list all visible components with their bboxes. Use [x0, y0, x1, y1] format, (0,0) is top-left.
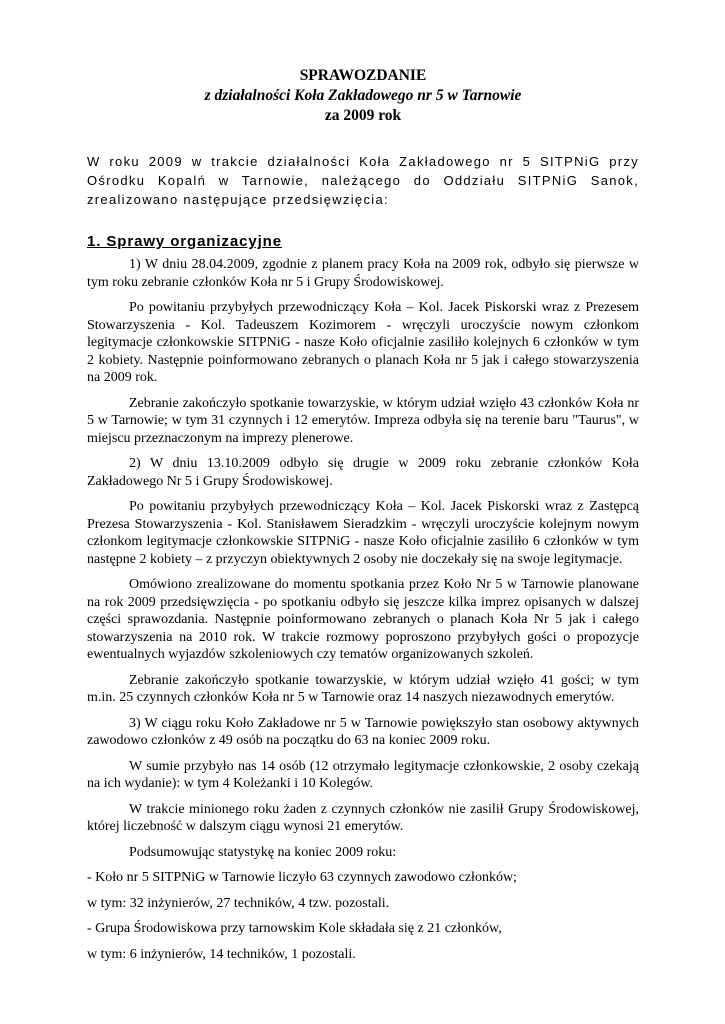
- paragraph: Omówiono zrealizowane do momentu spotkania przez Koło Nr 5 w Tarnowie planowane na rok 2009 przedsięwzięcia - po spotkaniu odbyło się jeszcze kilka imprez opisanych w dalszej części sprawozdania. Następnie poinformowano zebranych o planach Koła Nr 5 jak i całego stowarzyszenia na 2010 rok. W trakcie rozmowy poproszono przybyłych gości o propozycje ewentualnych wyjazdów szkoleniowych czy tematów organizowanych szkoleń.: [87, 577, 639, 662]
- paragraph: Zebranie zakończyło spotkanie towarzyskie, w którym udział wzięło 43 członków Koła nr 5 w Tarnowie; w tym 31 czynnych i 12 emerytów. Impreza odbyła się na terenie baru "Taurus", w miejscu przeznaczonym na imprezy plenerowe.: [87, 395, 639, 446]
- stats-line: w tym: 32 inżynierów, 27 techników, 4 tzw. pozostali.: [87, 895, 390, 911]
- section-body: [87, 256, 639, 963]
- paragraph: Podsumowując statystykę na koniec 2009 roku:: [129, 844, 397, 860]
- document-title: SPRAWOZDANIE: [299, 67, 427, 84]
- document-subtitle: z działalności Koła Zakładowego nr 5 w Tarnowie: [204, 87, 522, 104]
- paragraph: W trakcie minionego roku żaden z czynnych członków nie zasilił Grupy Środowiskowej, której liczebność w dalszym ciągu wynosi 21 emerytów.: [87, 801, 639, 834]
- paragraph: 3) W ciągu roku Koło Zakładowe nr 5 w Tarnowie powiększyło stan osobowy aktywnych zawodowo członków z 49 osób na początku do 63 na koniec 2009 roku.: [87, 715, 639, 748]
- stats-line: w tym: 6 inżynierów, 14 techników, 1 pozostali.: [87, 946, 356, 962]
- document-page: [87, 66, 639, 971]
- paragraph: 2) W dniu 13.10.2009 odbyło się drugie w 2009 roku zebranie członków Koła Zakładowego Nr 5 i Grupy Środowiskowej.: [87, 456, 639, 489]
- intro-paragraph: W roku 2009 w trakcie działalności Koła Zakładowego nr 5 SITPNiG przy Ośrodku Kopalń w Tarnowie, należącego do Oddziału SITPNiG Sanok, zrealizowano następujące przedsięwzięcia:: [87, 154, 639, 207]
- paragraph: Po powitaniu przybyłych przewodniczący Koła – Kol. Jacek Piskorski wraz z Prezesem Stowarzyszenia - Kol. Tadeuszem Kozimorem - wręczyli uroczyście nowym członkom legitymacje członkowskie SITPNiG - nasze Koło oficjalnie zasiliło kolejnych 6 członków w tym 2 kobiety. Następnie poinformowano zebranych o planach Koła nr 5 jak i całego stowarzyszenia na 2009 rok.: [87, 300, 639, 385]
- title-block: [87, 66, 639, 126]
- paragraph: Zebranie zakończyło spotkanie towarzyskie, w którym udział wzięło 41 gości; w tym m.in. 25 czynnych członków Koła nr 5 w Tarnowie oraz 14 naszych niezawodnych emerytów.: [87, 672, 639, 705]
- stats-line: - Koło nr 5 SITPNiG w Tarnowie liczyło 63 czynnych zawodowo członków;: [87, 870, 517, 885]
- paragraph: 1) W dniu 28.04.2009, zgodnie z planem pracy Koła na 2009 rok, odbyło się pierwsze w tym roku zebranie członków Koła nr 5 i Grupy Środowiskowej.: [87, 257, 639, 290]
- paragraph: Po powitaniu przybyłych przewodniczący Koła – Kol. Jacek Piskorski wraz z Zastępcą Prezesa Stowarzyszenia - Kol. Stanisławem Sieradzkim - wręczyli uroczyście kolejnym nowym członkom legitymacje członkowskie SITPNiG - nasze Koło oficjalnie zasiliło 6 członków w tym następne 2 kobiety – z przyczyn obiektywnych 2 osoby nie doczekały się na swoje legitymacje.: [87, 499, 639, 567]
- section-heading: 1. Sprawy organizacyjne: [87, 233, 282, 250]
- stats-line: - Grupa Środowiskowa przy tarnowskim Kole składała się z 21 członków,: [87, 921, 502, 936]
- paragraph: W sumie przybyło nas 14 osób (12 otrzymało legitymacje członkowskie, 2 osoby czekają na ich wydanie): w tym 4 Koleżanki i 10 Kolegów.: [87, 758, 639, 791]
- document-year: za 2009 rok: [324, 107, 402, 124]
